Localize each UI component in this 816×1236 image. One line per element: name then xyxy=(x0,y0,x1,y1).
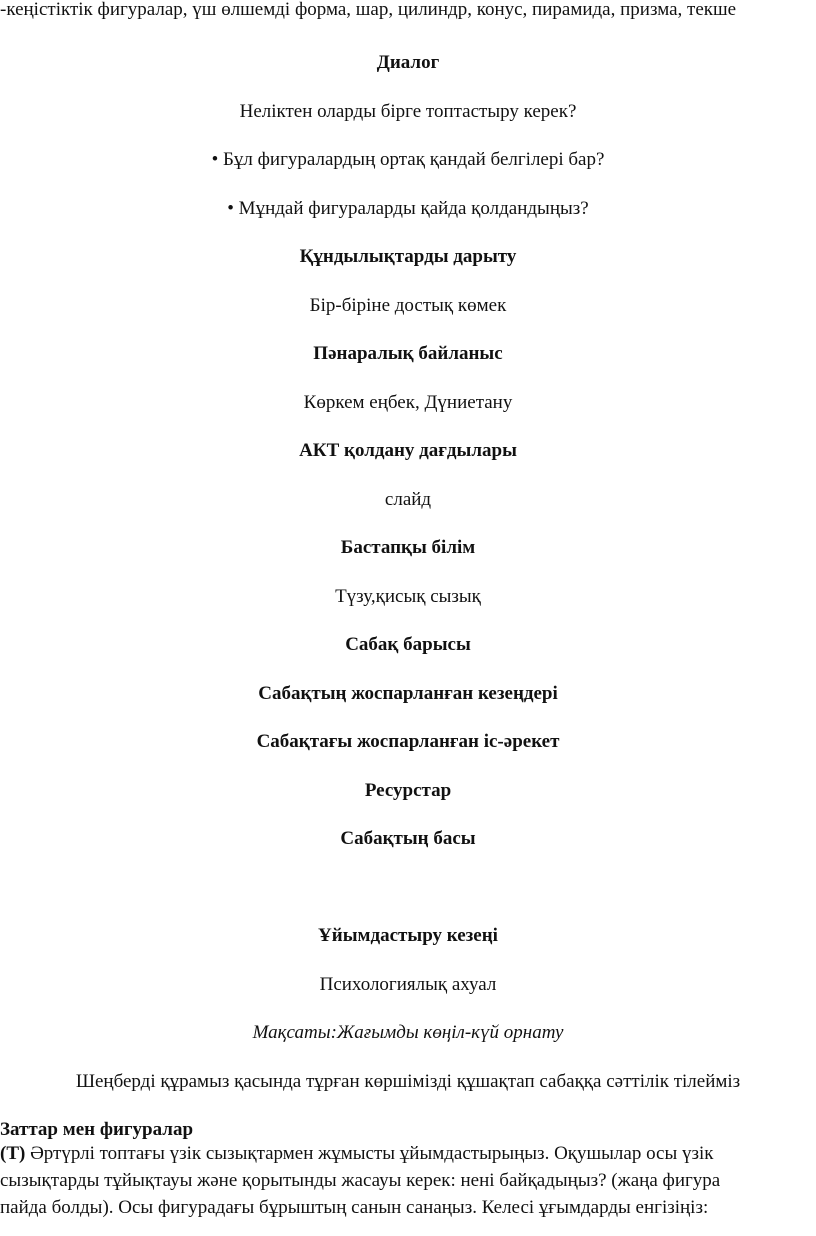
lesson-start-heading: Сабақтың басы xyxy=(340,828,476,849)
paragraph-line-3: пайда болды). Осы фигурадағы бұрыштың санын санаңыз. Келесі ұғымдарды енгізіңіз: xyxy=(0,1197,709,1218)
dialog-question-1: Неліктен оларды бірге топтастыру керек? xyxy=(239,101,577,122)
lesson-stages-heading: Сабақтың жоспарланған кезеңдері xyxy=(258,683,558,704)
values-text: Бір-біріне достық көмек xyxy=(309,295,507,316)
paragraph-line-1 xyxy=(0,1140,816,1167)
dialog-question-3: • Мұндай фигураларды қайда қолдандыңыз? xyxy=(227,198,589,219)
lesson-progress-heading: Сабақ барысы xyxy=(345,634,471,655)
paragraph-line-2: сызықтарды тұйықтауы және қорытынды жасауы керек: нені байқадыңыз? (жаңа фигура xyxy=(0,1170,721,1191)
values-heading: Құндылықтарды дарыту xyxy=(299,246,517,267)
prior-knowledge-heading: Бастапқы білім xyxy=(340,537,476,558)
task-marker: (Т) xyxy=(0,1143,26,1164)
dialog-heading: Диалог xyxy=(376,52,440,73)
resources-heading: Ресурстар xyxy=(364,780,452,801)
interdisciplinary-heading: Пәнаралық байланыс xyxy=(313,343,503,364)
ict-text: слайд xyxy=(384,489,432,510)
organization-stage-heading: Ұйымдастыру кезеңі xyxy=(318,925,498,946)
interdisciplinary-text: Көркем еңбек, Дүниетану xyxy=(303,392,513,413)
circle-activity-text: Шеңберді құрамыз қасында тұрған көршімізді құшақтап сабаққа сәттілік тілейміз xyxy=(75,1071,741,1092)
prior-knowledge-text: Түзу,қисық сызық xyxy=(335,586,481,607)
dialog-question-2: • Бұл фигуралардың ортақ қандай белгілері бар? xyxy=(211,149,605,170)
section-paragraph xyxy=(0,1140,816,1221)
ict-heading: АКТ қолдану дағдылары xyxy=(299,440,517,461)
lesson-activities-heading: Сабақтағы жоспарланған іс-әрекет xyxy=(256,731,560,752)
section-heading: Заттар мен фигуралар xyxy=(0,1119,194,1140)
paragraph-line-1-text: Әртүрлі топтағы үзік сызықтармен жұмысты ұйымдастырыңыз. Оқушылар осы үзік xyxy=(25,1143,714,1164)
top-line: -кеңістіктік фигуралар, үш өлшемді форма, шар, цилиндр, конус, пирамида, призма, текше xyxy=(0,0,737,20)
psychological-mood: Психологиялық ахуал xyxy=(319,974,497,995)
goal-text: Мақсаты:Жағымды көңіл-күй орнату xyxy=(252,1022,564,1043)
